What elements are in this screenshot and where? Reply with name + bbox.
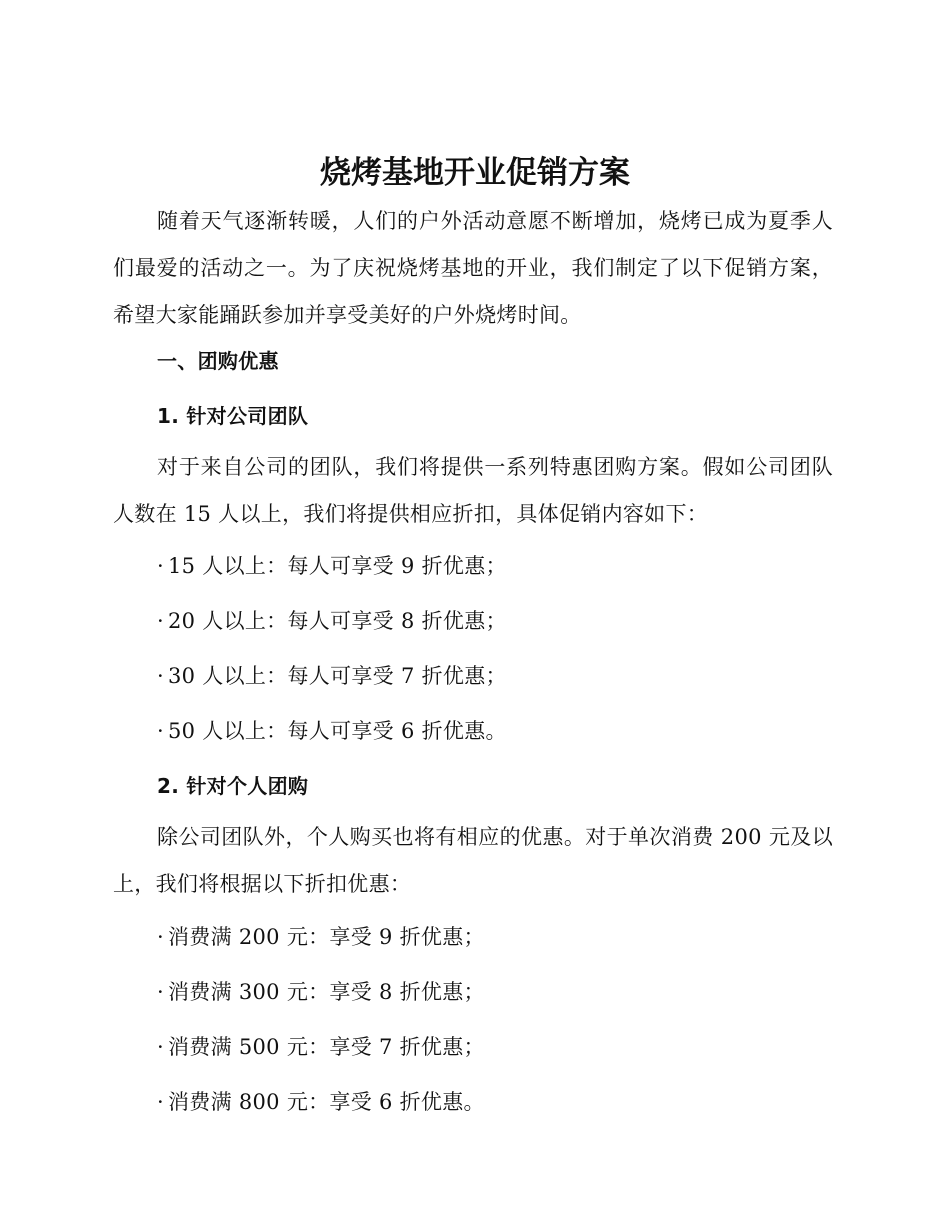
bullet-icon: · — [157, 980, 164, 1004]
company-team-paragraph: 对于来自公司的团队，我们将提供一系列特惠团购方案。假如公司团队人数在 15 人以上，我们将提供相应折扣，具体促销内容如下： — [113, 455, 833, 526]
list-item-text: 30 人以上：每人可享受 7 折优惠； — [167, 664, 507, 688]
subheading-company-team: 1. 针对公司团队 — [157, 404, 309, 428]
list-item-text: 消费满 500 元：享受 7 折优惠； — [167, 1035, 485, 1059]
bullet-icon: · — [157, 664, 164, 688]
list-item — [157, 922, 485, 952]
section-heading-group-buy: 一、团购优惠 — [157, 349, 279, 373]
list-item-text: 消费满 800 元：享受 6 折优惠。 — [167, 1090, 485, 1114]
list-item-text: 15 人以上：每人可享受 9 折优惠； — [167, 554, 507, 578]
bullet-icon: · — [157, 1090, 164, 1114]
bullet-icon: · — [157, 1035, 164, 1059]
subheading-individual-group-buy: 2. 针对个人团购 — [157, 774, 309, 798]
individual-paragraph: 除公司团队外，个人购买也将有相应的优惠。对于单次消费 200 元及以上，我们将根据以下折扣优惠： — [113, 825, 833, 896]
list-item-text: 50 人以上：每人可享受 6 折优惠。 — [167, 719, 507, 743]
list-item — [157, 716, 507, 746]
list-item-text: 消费满 200 元：享受 9 折优惠； — [167, 925, 485, 949]
bullet-icon: · — [157, 719, 164, 743]
bullet-icon: · — [157, 609, 164, 633]
bullet-icon: · — [157, 925, 164, 949]
bullet-icon: · — [157, 554, 164, 578]
list-item — [157, 551, 507, 581]
intro-paragraph: 随着天气逐渐转暖，人们的户外活动意愿不断增加，烧烤已成为夏季人们最爱的活动之一。为了庆祝烧烤基地的开业，我们制定了以下促销方案，希望大家能踊跃参加并享受美好的户外烧烤时间。 — [113, 209, 833, 327]
list-item — [157, 661, 507, 691]
list-item — [157, 1032, 485, 1062]
list-item — [157, 1087, 485, 1117]
list-item — [157, 606, 507, 636]
list-item-text: 20 人以上：每人可享受 8 折优惠； — [167, 609, 507, 633]
list-item-text: 消费满 300 元：享受 8 折优惠； — [167, 980, 485, 1004]
page-title: 烧烤基地开业促销方案 — [320, 155, 630, 191]
list-item — [157, 977, 485, 1007]
